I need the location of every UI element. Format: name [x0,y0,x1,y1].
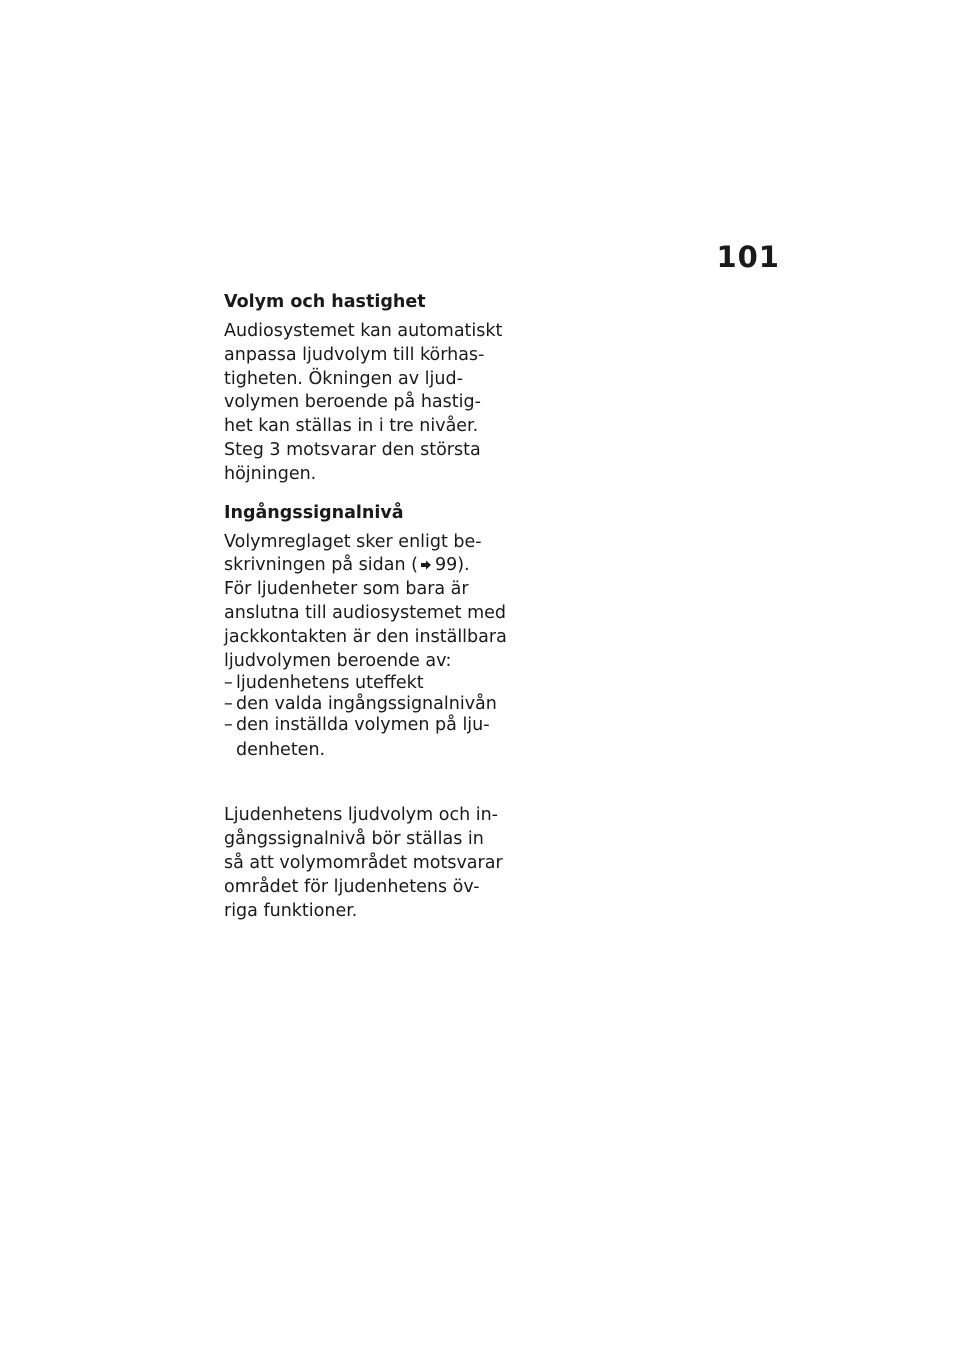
text-line: den valda ingångssignalnivån [236,694,497,715]
text-line: Ljudenhetens ljudvolym och in- [224,805,498,826]
text-line: tigheten. Ökningen av ljud- [224,368,463,389]
spacer [224,764,499,804]
page-reference-link[interactable]: 99). [434,555,470,576]
text-line: het kan ställas in i tre nivåer. [224,416,479,437]
text-line: gångssignalnivå bör ställas in [224,829,484,850]
text-line: riga funktioner. [224,900,358,921]
list-item-text [236,715,490,764]
text-line: volymen beroende på hastig- [224,392,481,413]
text-line: så att volymområdet motsvarar [224,852,503,873]
paragraph-device-volume [224,804,503,923]
section-heading-input-level: Ingångssignalnivå [224,502,404,523]
text-line: ljudenhetens uteffekt [236,673,424,694]
text-fragment: skrivningen på sidan ( [224,555,418,576]
text-line: Audiosystemet kan automatiskt [224,321,503,341]
list-item [224,694,499,715]
page-number: 101 [716,240,780,274]
list-item-text [236,694,497,715]
manual-content [224,290,507,923]
list-dash: – [224,715,233,736]
text-line: jackkontakten är den inställbara [224,626,507,647]
list-item [224,673,499,694]
text-line: området för ljudenhetens öv- [224,876,480,897]
text-line: anslutna till audiosystemet med [224,602,507,623]
paragraph-volume-speed [224,320,503,487]
text-line: denheten. [236,740,326,761]
text-line-with-reference [224,554,499,578]
list-item [224,715,499,764]
text-line: den inställda volymen på lju- [236,715,490,736]
list-item-text [236,673,424,694]
dependency-list [224,673,499,764]
text-line: Steg 3 motsvarar den största [224,439,481,460]
text-line: Volymreglaget sker enligt be- [224,531,482,552]
paragraph-input-level [224,531,507,674]
arrow-right-icon [420,560,432,570]
section-heading-volume-speed: Volym och hastighet [224,292,426,312]
text-line: anpassa ljudvolym till körhas- [224,344,485,365]
list-dash: – [224,673,233,694]
text-line: För ljudenheter som bara är [224,579,469,600]
text-line: höjningen. [224,463,317,484]
text-line: ljudvolymen beroende av: [224,650,452,671]
list-dash: – [224,694,233,715]
